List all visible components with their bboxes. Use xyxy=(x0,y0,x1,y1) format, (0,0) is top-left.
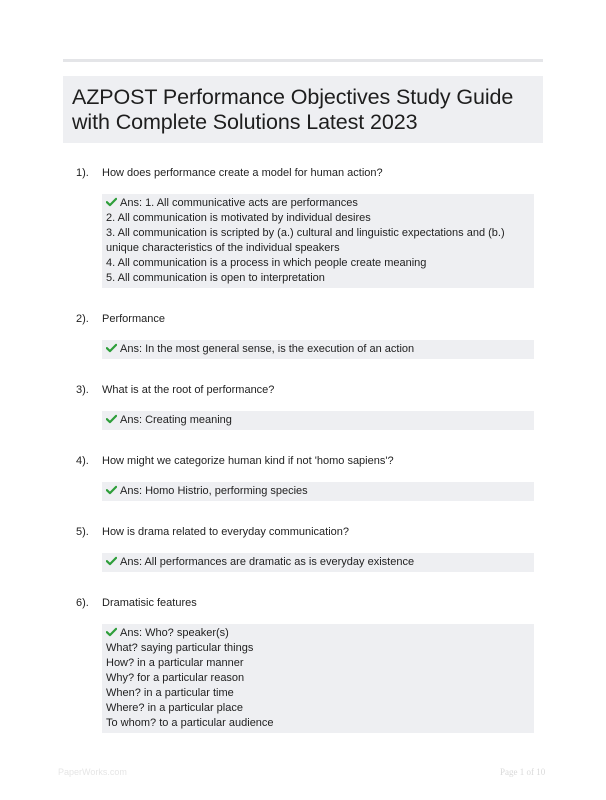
answer-text: 2. All communication is motivated by individual desires xyxy=(106,212,371,224)
answer-box xyxy=(102,482,534,501)
question-number: 5). xyxy=(76,526,89,538)
answer-box xyxy=(102,194,534,288)
answer-text: How? in a particular manner xyxy=(106,657,244,669)
question-text: How is drama related to everyday communication? xyxy=(102,526,350,538)
answer-box xyxy=(102,624,534,733)
answer-line xyxy=(106,196,530,211)
answer-line xyxy=(106,701,530,716)
answer-line xyxy=(106,555,530,570)
answer-text: Ans: All performances are dramatic as is everyday existence xyxy=(120,556,415,568)
answer-line xyxy=(106,226,530,241)
question-item xyxy=(0,312,606,359)
answer-line xyxy=(106,241,530,256)
answer-text: Why? for a particular reason xyxy=(106,672,245,684)
document-title xyxy=(72,85,543,135)
answer-text: Ans: 1. All communicative acts are performances xyxy=(120,197,358,209)
question-text: Performance xyxy=(102,313,165,325)
answer-line xyxy=(106,211,530,226)
answer-line xyxy=(106,716,530,731)
page-number: Page 1 of 10 xyxy=(500,767,546,777)
answer-line xyxy=(106,641,530,656)
answer-line xyxy=(106,342,530,357)
header-divider xyxy=(63,59,543,62)
question-item xyxy=(0,454,606,501)
answer-line xyxy=(106,413,530,428)
answer-box xyxy=(102,553,534,572)
question-list xyxy=(0,166,606,757)
answer-line xyxy=(106,671,530,686)
check-icon xyxy=(106,556,117,566)
answer-line xyxy=(106,656,530,671)
question-number: 4). xyxy=(76,455,89,467)
answer-text: 3. All communication is scripted by (a.) cultural and linguistic expectations and (b.) xyxy=(106,227,505,239)
answer-text: Ans: Creating meaning xyxy=(120,414,232,426)
title-banner xyxy=(63,76,543,143)
question-item xyxy=(0,525,606,572)
question-number: 1). xyxy=(76,167,89,179)
check-icon xyxy=(106,343,117,353)
check-icon xyxy=(106,485,117,495)
answer-line xyxy=(106,686,530,701)
answer-text: When? in a particular time xyxy=(106,687,234,699)
answer-text: What? saying particular things xyxy=(106,642,254,654)
question-item xyxy=(0,383,606,430)
answer-box xyxy=(102,340,534,359)
answer-text: unique characteristics of the individual speakers xyxy=(106,242,340,254)
question-text: What is at the root of performance? xyxy=(102,384,275,396)
question-text: How might we categorize human kind if not 'homo sapiens'? xyxy=(102,455,394,467)
question-item xyxy=(0,596,606,733)
check-icon xyxy=(106,414,117,424)
answer-line xyxy=(106,626,530,641)
answer-text: Ans: Homo Histrio, performing species xyxy=(120,485,308,497)
question-item xyxy=(0,166,606,288)
answer-box xyxy=(102,411,534,430)
answer-text: Ans: Who? speaker(s) xyxy=(120,627,229,639)
question-text: Dramatisic features xyxy=(102,597,197,609)
answer-line xyxy=(106,484,530,499)
answer-text: Where? in a particular place xyxy=(106,702,243,714)
title-line-2: with Complete Solutions Latest 2023 xyxy=(72,110,418,134)
question-number: 6). xyxy=(76,597,89,609)
answer-text: 5. All communication is open to interpretation xyxy=(106,272,325,284)
question-text: How does performance create a model for human action? xyxy=(102,167,383,179)
answer-line xyxy=(106,256,530,271)
footer-watermark: PaperWorks.com xyxy=(58,767,127,777)
question-number: 2). xyxy=(76,313,89,325)
check-icon xyxy=(106,627,117,637)
answer-text: Ans: In the most general sense, is the execution of an action xyxy=(120,343,415,355)
title-line-1: AZPOST Performance Objectives Study Guide xyxy=(72,85,514,109)
answer-line xyxy=(106,271,530,286)
answer-text: To whom? to a particular audience xyxy=(106,717,274,729)
answer-text: 4. All communication is a process in which people create meaning xyxy=(106,257,427,269)
question-number: 3). xyxy=(76,384,89,396)
check-icon xyxy=(106,197,117,207)
